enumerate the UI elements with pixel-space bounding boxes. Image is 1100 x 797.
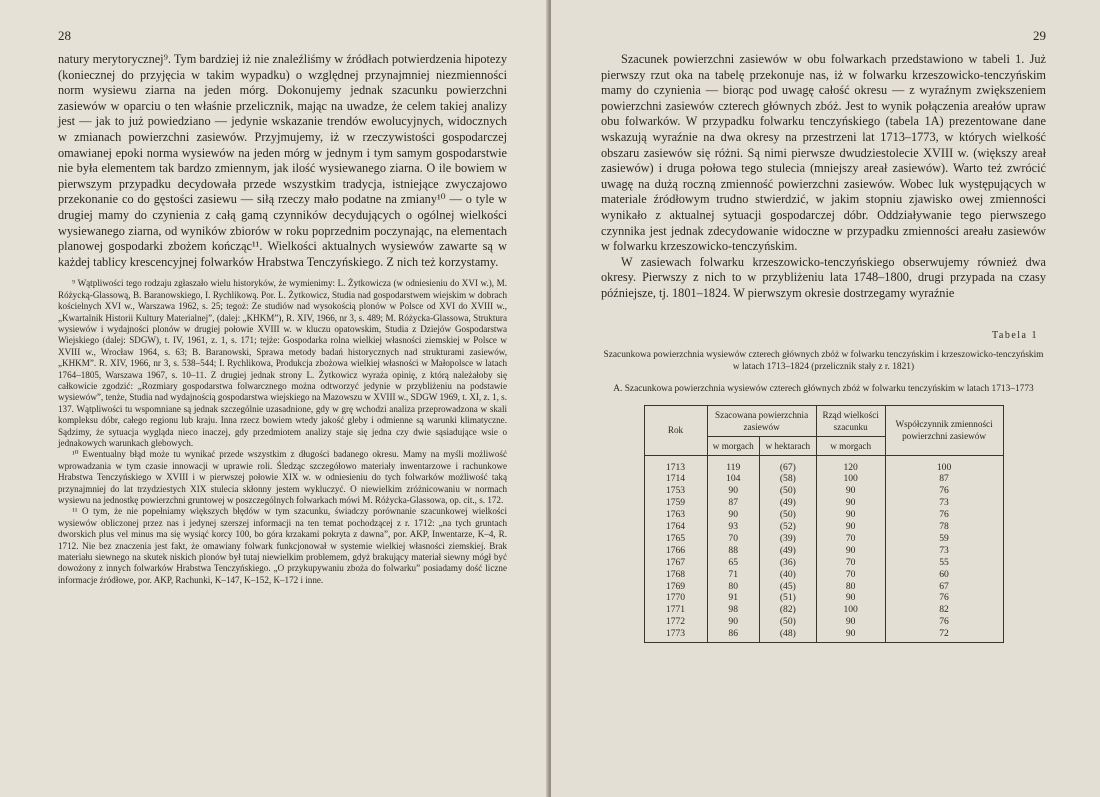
cell-year: 1769: [644, 581, 707, 593]
cell-ratio: 90: [816, 545, 885, 557]
cell-year: 1713: [644, 455, 707, 473]
right-paragraph-2: W zasiewach folwarku krzeszowicko-tenczyńskiego obserwujemy również dwa okresy. Pierwszy z nich to w przybliżeniu lata 1748–1800, drugi przypada na czasy późniejsze, tj. 1801–1824. W pierwszym okresie dostrzegamy wyraźnie: [601, 254, 1046, 300]
cell-hectares: (39): [759, 533, 816, 545]
table-row: [644, 545, 1003, 557]
cell-morgs: 87: [707, 497, 759, 509]
cell-year: 1771: [644, 604, 707, 616]
table-row: [644, 533, 1003, 545]
cell-hectares: (82): [759, 604, 816, 616]
header-coef: Współczynnik zmienności powierzchni zasiewów: [885, 405, 1003, 455]
cell-year: 1763: [644, 509, 707, 521]
cell-coef: 72: [885, 628, 1003, 642]
cell-year: 1753: [644, 485, 707, 497]
cell-year: 1714: [644, 473, 707, 485]
cell-hectares: (49): [759, 497, 816, 509]
cell-coef: 67: [885, 581, 1003, 593]
table-row: [644, 509, 1003, 521]
table-row: [644, 557, 1003, 569]
cell-ratio: 120: [816, 455, 885, 473]
table-body: [644, 455, 1003, 643]
footnote-11: ¹¹ O tym, że nie popełniamy większych błędów w tym szacunku, świadczy porównanie szacunkowej wielkości wysiewów obliczonej przez nas i jedynej szerszej informacji na ten temat pochodzącej z r. 1712: „na tych gruntach dworskich plus vel minus ma się wysiąć korcy 100, bo góra krzakami pokryta z dawna”, por. AKP, Inwentarze, K–4, R. 1712. Nie bez znaczenia jest fakt, że omawiany folwark funkcjonował w systemie wielkiej własności ziemskiej. Brak materiału siewnego na skutek niskich plonów był tutaj niewielkim problemem, gdyż brakujący materiał siewny mógł być dowożony z innych folwarków Hrabstwa Tenczyńskiego. „O przykupywaniu zboża do folwarku” posiadamy dość liczne informacje źródłowe, por. AKP, Rachunki, K–147, K–152, K–172 i inne.: [58, 506, 507, 585]
cell-coef: 60: [885, 569, 1003, 581]
cell-morgs: 91: [707, 592, 759, 604]
cell-ratio: 90: [816, 628, 885, 642]
cell-year: 1764: [644, 521, 707, 533]
cell-coef: 76: [885, 592, 1003, 604]
cell-hectares: (51): [759, 592, 816, 604]
cell-hectares: (67): [759, 455, 816, 473]
cell-ratio: 100: [816, 473, 885, 485]
table-row: [644, 581, 1003, 593]
cell-morgs: 80: [707, 581, 759, 593]
table-row: [644, 569, 1003, 581]
footnote-9: ⁹ Wątpliwości tego rodzaju zgłaszało wielu historyków, że wymienimy: L. Żytkowicza (w odniesieniu do XVI w.), M. Różycką-Glassową, B. Baranowskiego, I. Rychlikową. Por. L. Żytkowicz, Studia nad gospodarstwem wiejskim w dobrach kościelnych XVI w., Warszawa 1962, s. 25; tegoż: Ze studiów nad wysokością plonów w Polsce od XVI do XVIII w., „Kwartalnik Historii Kultury Materialnej”, (dalej: „KHKM”), R. XIV, 1966, nr 3, s. 489; M. Różycka-Glassowa, Struktura wysiewów i wydajności plonów w drugiej połowie XVIII w. w kluczu opatowskim, Studia z Dziejów Gospodarstwa Wiejskiego (dalej: SDGW), t. IV, 1961, z. 1, s. 171; tejże: Gospodarka rolna wielkiej własności ziemskiej w Polsce w XVIII w., Wrocław 1964, s. 63; B. Baranowski, Sprawa metody badań historycznych nad strukturami zasiewów, „KHKM”. R. XIV, 1966, nr 3, s. 538–544; I. Rychlikowa, Produkcja zbożowa wielkiej własności w Małopolsce w latach 1764–1805, Warszawa 1967, s. 10–11. Z drugiej jednak strony L. Żytkowicz wyraża opinię, z którą należałoby się całkowicie zgodzić: „Rozmiary gospodarstwa folwarcznego można odtworzyć jedynie w przybliżeniu na podstawie wysiewów”, tenże, Studia nad wydajnością gospodarstwa wiejskiego na Mazowszu w XVIII w., SDGW 1969, t. XI, z. 1, s. 137. Wątpliwości tu wspomniane są jednak szczególnie uzasadnione, gdy w grę wchodzi analiza przeprowadzona w skali kompleksu dóbr, całego regionu lub kraju. Inna rzecz bowiem wtedy jakość gleby i odmienne są warunki klimatyczne. Sądzimy, że sytuacja wygląda nieco inaczej, gdy przedmiotem analizy staje się jedna czy dwie sąsiadujące wsie o jednakowych warunkach glebowych.: [58, 278, 507, 448]
cell-morgs: 71: [707, 569, 759, 581]
cell-morgs: 90: [707, 509, 759, 521]
cell-year: 1759: [644, 497, 707, 509]
cell-hectares: (50): [759, 485, 816, 497]
cell-ratio: 90: [816, 485, 885, 497]
cell-coef: 76: [885, 485, 1003, 497]
table-row: [644, 473, 1003, 485]
header-morgs: w morgach: [707, 436, 759, 455]
cell-morgs: 93: [707, 521, 759, 533]
header-area-group: Szacowana powierzchnia zasiewów: [707, 405, 816, 436]
cell-morgs: 65: [707, 557, 759, 569]
cell-hectares: (45): [759, 581, 816, 593]
table-row: [644, 616, 1003, 628]
cell-ratio: 70: [816, 569, 885, 581]
cell-hectares: (50): [759, 509, 816, 521]
cell-ratio: 70: [816, 533, 885, 545]
cell-coef: 78: [885, 521, 1003, 533]
table-row: [644, 455, 1003, 473]
cell-hectares: (50): [759, 616, 816, 628]
left-paragraph: natury merytorycznej⁹. Tym bardziej iż nie znaleźliśmy w źródłach potwierdzenia hipotezy (koniecznej do przyjęcia w takim wypadku) o względnej przynajmniej niezmienności norm wysiewu ziarna na jeden mórg. Dokonujemy jednak szacunku powierzchni zasiewów w oparciu o ten właśnie przelicznik, mając na uwadze, że celem takiej analizy jest — jak to już powiedziano — jedynie wskazanie trendów ewolucyjnych, widocznych w zmianach powierzchni zasiewów. Przyjmujemy, iż w rzeczywistości gospodarczej omawianej epoki norma wysiewów na jeden mórg w jednym i tym samym gospodarstwie nie była elementem tak bardzo zmiennym, jak ilość wysiewanego ziarna. O ile bowiem w pierwszym przypadku decydowała przede wszystkim tradycja, istniejące zwyczajowo przekonanie co do gęstości zasiewu — siłą rzeczy mało podatne na zmiany¹⁰ — o tyle w drugiej mamy do czynienia z całą gamą czynników decydujących o ogólnej wielkości wysiewanego ziarna, od wyników zbiorów w roku poprzednim poczynając, na elementach planowej gospodarki zbożem kończąc¹¹. Wielkości aktualnych wysiewów zawarte są w każdej tablicy krescencyjnej folwarków Hrabstwa Tenczyńskiego. Z nich też korzystamy.: [58, 52, 507, 269]
cell-coef: 76: [885, 616, 1003, 628]
cell-coef: 73: [885, 497, 1003, 509]
right-paragraph-1: Szacunek powierzchni zasiewów w obu folwarkach przedstawiono w tabeli 1. Już pierwszy rzut oka na tabelę przekonuje nas, iż w folwarku krzeszowicko-tenczyńskim mamy do czynienia — biorąc pod uwagę całość okresu — z wyraźnym zwiększeniem powierzchni zasiewów czterech głównych zbóż. Jest to wynik połączenia areałów upraw obu folwarków. W przypadku folwarku tenczyńskiego (tabela 1A) prezentowane dane wskazują wyraźnie na dwa okresy na przestrzeni lat 1713–1773, w których wielkość obszaru zasiewów się różni. Są nimi pierwsze dwudziestolecie XVIII w. (większy areał zasiewów) i druga połowa tego stulecia (mniejszy areał zasiewów). Warto też zwrócić uwagę na dużą roczną zmienność powierzchni zasiewów. Wobec luk występujących w materiale źródłowym trudno stwierdzić, w jakim stopniu zjawisko owej zmienności wynikało z aktualnej sytuacji gospodarczej dóbr. Oddziaływanie tego pierwszego czynnika jest jednak zdecydowanie widoczne w przypadku zmienności areału zasiewów w folwarku krzeszowicko-tenczyńskim.: [601, 52, 1046, 254]
cell-morgs: 119: [707, 455, 759, 473]
header-ratio-unit: w morgach: [816, 436, 885, 455]
cell-year: 1772: [644, 616, 707, 628]
cell-coef: 59: [885, 533, 1003, 545]
header-ratio: Rząd wielkości szacunku: [816, 405, 885, 436]
footnote-10: ¹⁰ Ewentualny błąd może tu wynikać przede wszystkim z długości badanego okresu. Mamy na myśli możliwość wprowadzania w tym czasie innowacji w uprawie roli. Śledząc szczegółowo materiały inwentarzowe i rachunkowe Hrabstwa Tenczyńskiego w XVIII i w pierwszej połowie XIX w. w odniesieniu do tych folwarków możliwość taką przynajmniej do lat trzydziestych XIX stulecia skłonny jestem wykluczyć. O niewielkim zróżnicowaniu w normach wysiewu na jednostkę powierzchni gruntowej w poszczególnych folwarkach mówi M. Różycka-Glassowa, op. cit., s. 172.: [58, 449, 507, 506]
cell-year: 1767: [644, 557, 707, 569]
left-page: [0, 0, 549, 797]
header-hectares: w hektarach: [759, 436, 816, 455]
table-subtitle: A. Szacunkowa powierzchnia wysiewów czterech głównych zbóż w folwarku tenczyńskim w latach 1713–1773: [613, 383, 1034, 394]
cell-hectares: (58): [759, 473, 816, 485]
table-label: Tabela 1: [991, 329, 1038, 341]
cell-hectares: (52): [759, 521, 816, 533]
table-row: [644, 592, 1003, 604]
cell-coef: 73: [885, 545, 1003, 557]
right-page: [551, 0, 1100, 797]
cell-morgs: 90: [707, 616, 759, 628]
table-row: [644, 604, 1003, 616]
cell-ratio: 80: [816, 581, 885, 593]
cell-hectares: (36): [759, 557, 816, 569]
cell-morgs: 70: [707, 533, 759, 545]
header-year: Rok: [644, 405, 707, 455]
cell-hectares: (40): [759, 569, 816, 581]
cell-morgs: 88: [707, 545, 759, 557]
cell-hectares: (48): [759, 628, 816, 642]
page-number-right: 29: [1033, 28, 1046, 43]
cell-year: 1773: [644, 628, 707, 642]
cell-coef: 55: [885, 557, 1003, 569]
cell-coef: 82: [885, 604, 1003, 616]
cell-year: 1770: [644, 592, 707, 604]
table-row: [644, 521, 1003, 533]
cell-ratio: 90: [816, 497, 885, 509]
cell-year: 1766: [644, 545, 707, 557]
table-title: Szacunkowa powierzchnia wysiewów czterech głównych zbóż w folwarku tenczyńskim i krzeszowicko-tenczyńskim w latach 1713–1824 (przelicznik stały z r. 1821): [603, 349, 1044, 372]
page-number-left: 28: [58, 28, 71, 43]
table-row: [644, 485, 1003, 497]
cell-coef: 100: [885, 455, 1003, 473]
table-row: [644, 628, 1003, 642]
data-table: [644, 405, 1004, 644]
cell-year: 1765: [644, 533, 707, 545]
cell-ratio: 90: [816, 509, 885, 521]
cell-ratio: 70: [816, 557, 885, 569]
cell-ratio: 90: [816, 616, 885, 628]
cell-ratio: 90: [816, 592, 885, 604]
cell-coef: 87: [885, 473, 1003, 485]
cell-morgs: 90: [707, 485, 759, 497]
cell-ratio: 100: [816, 604, 885, 616]
cell-morgs: 86: [707, 628, 759, 642]
cell-morgs: 104: [707, 473, 759, 485]
table-row: [644, 497, 1003, 509]
cell-hectares: (49): [759, 545, 816, 557]
cell-coef: 76: [885, 509, 1003, 521]
cell-morgs: 98: [707, 604, 759, 616]
footnotes: [58, 278, 507, 586]
cell-year: 1768: [644, 569, 707, 581]
cell-ratio: 90: [816, 521, 885, 533]
